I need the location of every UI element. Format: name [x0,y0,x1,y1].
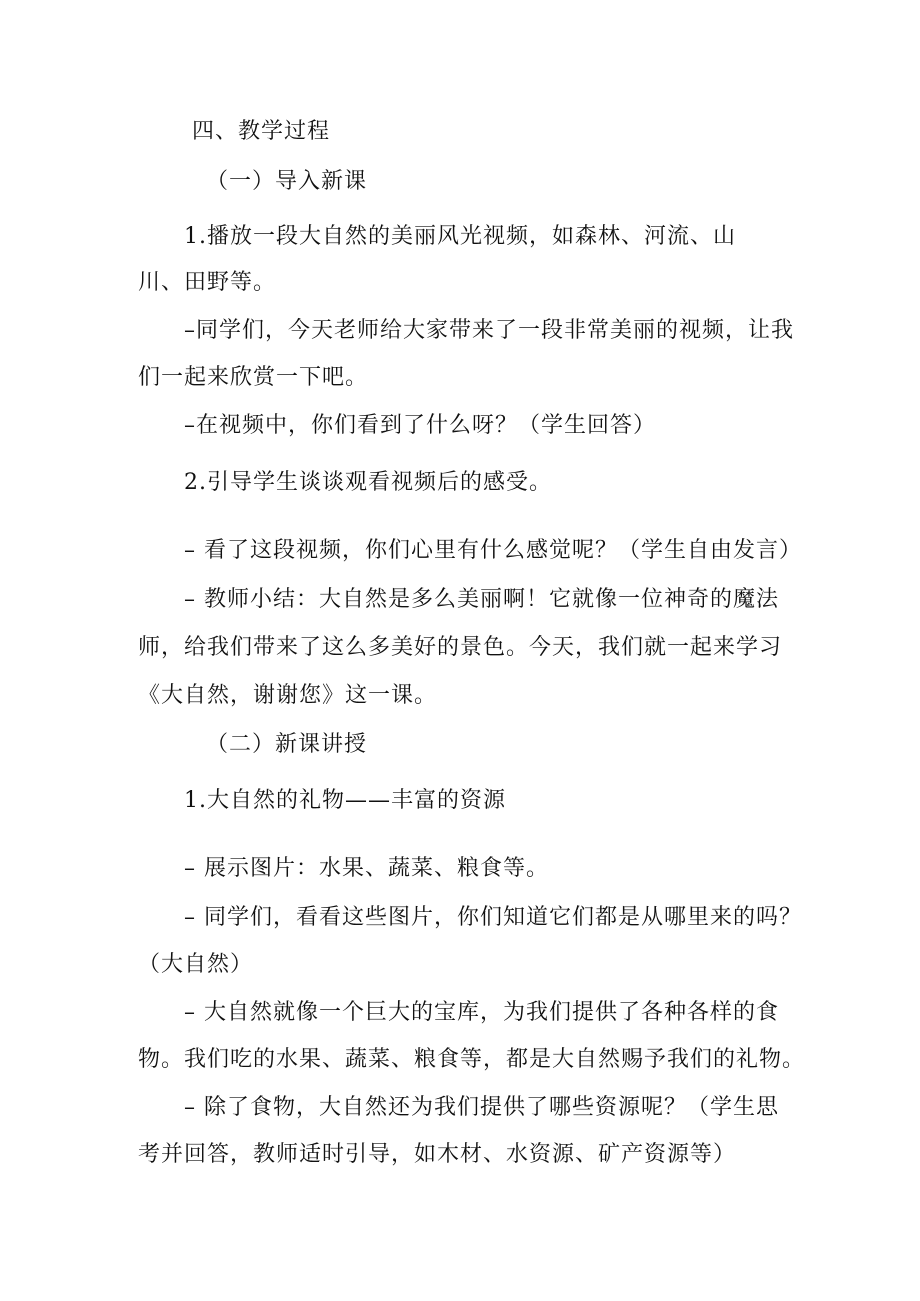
paragraph-line: 考并回答，教师适时引导，如木材、水资源、矿产资源等） [138,1142,737,1167]
paragraph-line: （大自然） [138,952,254,977]
paragraph-line: 1.大自然的礼物——丰富的资源 [184,788,506,813]
subsection-title: （一）导入新课 [206,169,368,194]
paragraph-line: 物。我们吃的水果、蔬菜、粮食等，都是大自然赐予我们的礼物。 [138,1047,806,1072]
paragraph-line: – 同学们，看看这些图片，你们知道它们都是从哪里来的吗？ [184,905,802,930]
paragraph-line: 1.播放一段大自然的美丽风光视频，如森林、河流、山 [184,224,736,249]
paragraph-line: –在视频中，你们看到了什么呀？（学生回答） [184,413,657,438]
section-heading: 四、教学过程 [192,119,331,144]
paragraph-line: – 展示图片：水果、蔬菜、粮食等。 [184,856,549,881]
paragraph-line: 川、田野等。 [138,270,277,295]
paragraph-line: –同学们，今天老师给大家带来了一段非常美丽的视频，让我 [184,318,795,343]
paragraph-line: – 教师小结：大自然是多么美丽啊！它就像一位神奇的魔法 [184,587,779,612]
paragraph-line: 《大自然，谢谢您》这一课。 [138,683,438,708]
paragraph-line: 们一起来欣赏一下吧。 [138,365,369,390]
paragraph-line: – 大自然就像一个巨大的宝库，为我们提供了各种各样的食 [184,1000,779,1025]
paragraph-line: 2.引导学生谈谈观看视频后的感受。 [184,470,552,495]
subsection-title: （二）新课讲授 [206,732,368,757]
paragraph-line: – 看了这段视频，你们心里有什么感觉呢？（学生自由发言） [184,538,802,563]
paragraph-line: 师，给我们带来了这么多美好的景色。今天，我们就一起来学习 [138,635,783,660]
paragraph-line: – 除了食物，大自然还为我们提供了哪些资源呢？（学生思 [184,1095,779,1120]
